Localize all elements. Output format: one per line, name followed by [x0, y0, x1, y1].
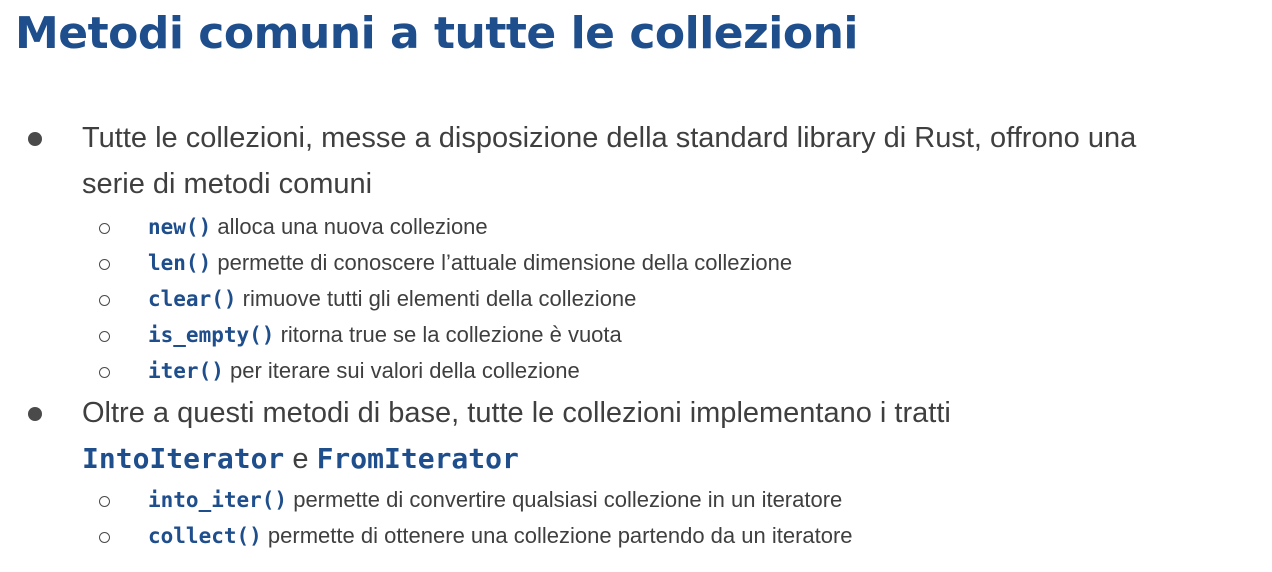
sub-bullet-icon	[99, 331, 110, 342]
method-description: ritorna true se la collezione è vuota	[280, 322, 622, 347]
bullet-line-traits	[82, 436, 1232, 482]
bullet-line: serie di metodi comuni	[82, 168, 373, 200]
sub-item-is-empty	[0, 320, 1272, 354]
sub-item-line	[148, 212, 488, 242]
sub-item-line	[148, 485, 842, 515]
sub-bullet-icon	[99, 496, 110, 507]
method-name: into_iter()	[148, 488, 288, 512]
method-description: permette di conoscere l’attuale dimensione della collezione	[217, 250, 793, 275]
sub-bullet-icon	[99, 532, 110, 543]
conjunction: e	[292, 443, 309, 475]
sub-item-len	[0, 248, 1272, 282]
method-description: permette di ottenere una collezione partendo da un iteratore	[267, 523, 853, 548]
sub-item-line	[148, 320, 622, 350]
trait-name: FromIterator	[316, 442, 519, 475]
method-name: new()	[148, 215, 212, 239]
method-name: is_empty()	[148, 323, 275, 347]
bullet-text	[82, 390, 1232, 482]
sub-item-line	[148, 356, 580, 386]
sub-bullet-icon	[99, 259, 110, 270]
sub-bullet-icon	[99, 295, 110, 306]
bullet-icon	[28, 132, 42, 146]
bullet-icon	[28, 407, 42, 421]
method-name: clear()	[148, 287, 237, 311]
bullet-text	[82, 115, 1232, 207]
method-description: rimuove tutti gli elementi della collezione	[242, 286, 637, 311]
method-description: permette di convertire qualsiasi collezione in un iteratore	[293, 487, 843, 512]
sub-item-collect	[0, 521, 1272, 555]
bullet-line: Oltre a questi metodi di base, tutte le collezioni implementano i tratti	[82, 397, 951, 429]
method-name: iter()	[148, 359, 224, 383]
sub-bullet-icon	[99, 223, 110, 234]
bullet-line: Tutte le collezioni, messe a disposizione della standard library di Rust, offrono una	[82, 122, 1137, 154]
method-name: collect()	[148, 524, 262, 548]
slide-title: Metodi comuni a tutte le collezioni	[15, 8, 858, 59]
sub-item-line	[148, 521, 853, 551]
method-description: per iterare sui valori della collezione	[229, 358, 580, 383]
sub-item-into-iter	[0, 485, 1272, 519]
sub-item-line	[148, 284, 636, 314]
method-name: len()	[148, 251, 212, 275]
sub-item-iter	[0, 356, 1272, 390]
method-description: alloca una nuova collezione	[217, 214, 488, 239]
sub-item-clear	[0, 284, 1272, 318]
sub-bullet-icon	[99, 367, 110, 378]
sub-item-new	[0, 212, 1272, 246]
sub-item-line	[148, 248, 792, 278]
trait-name: IntoIterator	[82, 442, 285, 475]
